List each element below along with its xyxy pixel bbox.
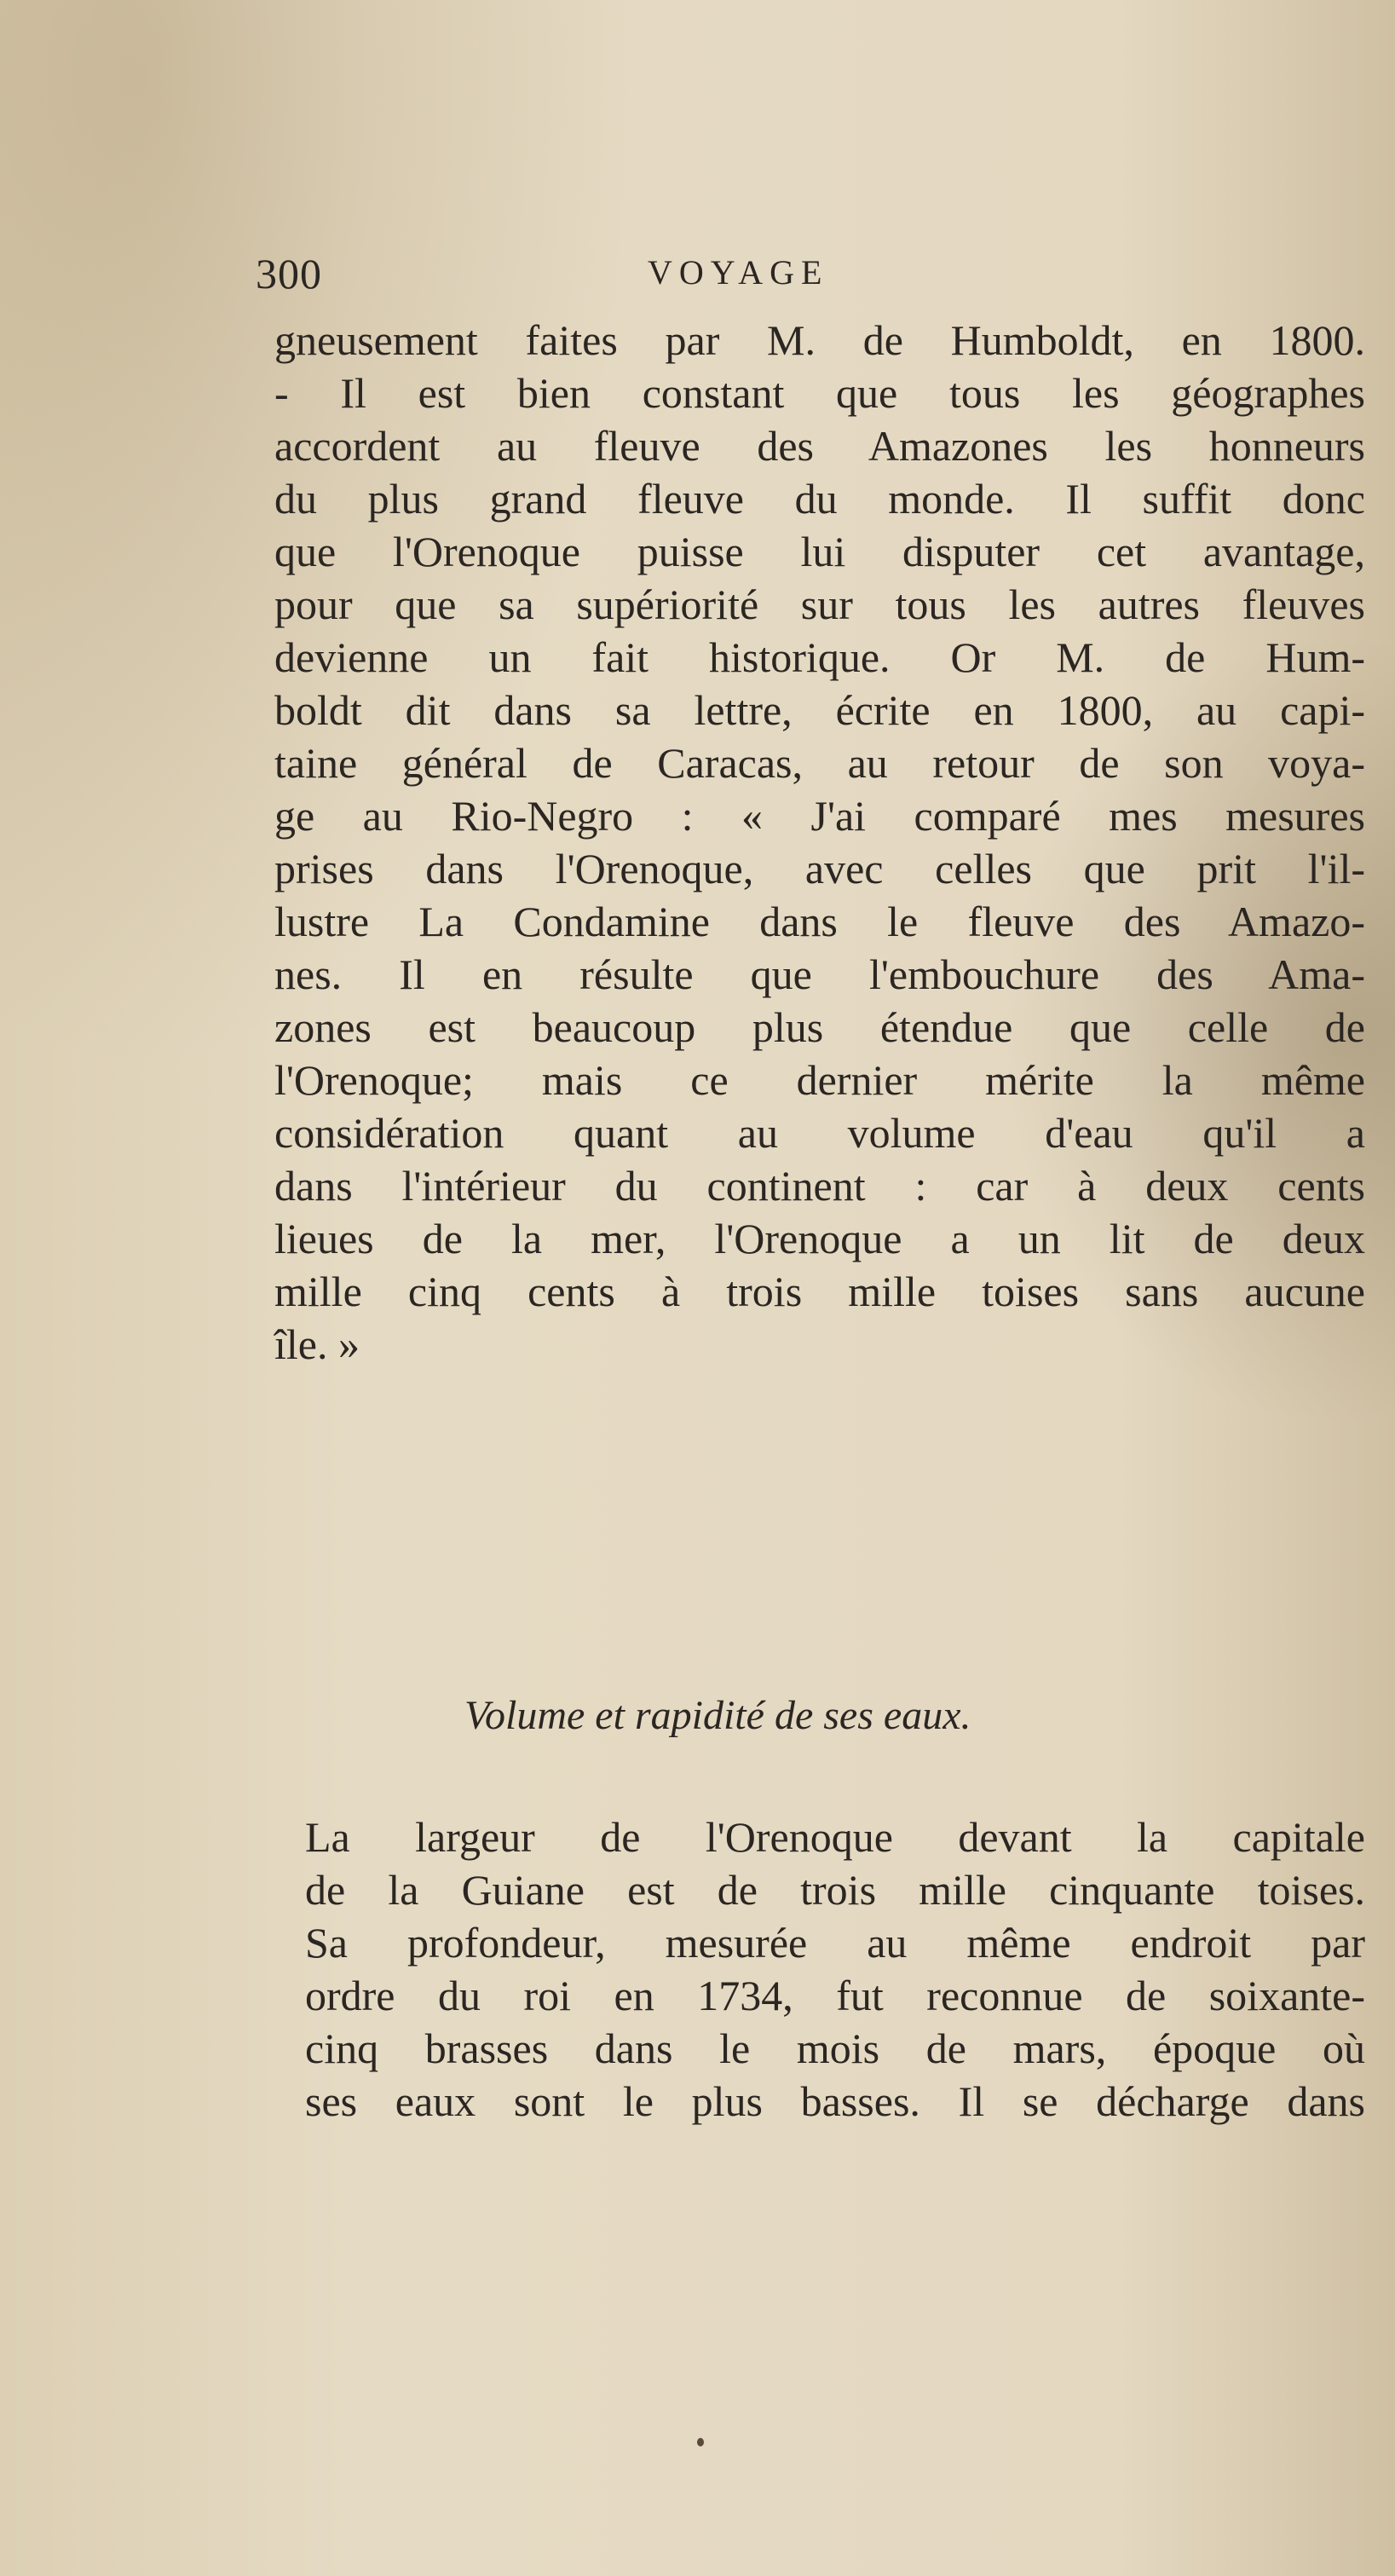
text-line: boldt dit dans sa lettre, écrite en 1800, au capi- xyxy=(274,686,1365,734)
paragraph-1 xyxy=(274,314,1365,1371)
running-title: VOYAGE xyxy=(648,253,829,292)
text-line: que l'Orenoque puisse lui disputer cet avantage, xyxy=(274,528,1365,575)
text-line: dans l'intérieur du continent : car à deux cents xyxy=(274,1162,1365,1210)
text-line: zones est beaucoup plus étendue que celle de xyxy=(274,1003,1365,1051)
text-line: l'Orenoque; mais ce dernier mérite la même xyxy=(274,1056,1365,1104)
text-line: taine général de Caracas, au retour de son voya- xyxy=(274,739,1365,787)
text-line: cinq brasses dans le mois de mars, époque où xyxy=(305,2024,1365,2072)
text-line: ge au Rio-Negro : « J'ai comparé mes mesures xyxy=(274,792,1365,840)
ink-fleck xyxy=(697,2438,704,2446)
page-header xyxy=(256,249,1159,300)
text-line: devienne un fait historique. Or M. de Hum- xyxy=(274,633,1365,681)
text-line: prises dans l'Orenoque, avec celles que prit l'il- xyxy=(274,845,1365,892)
text-line: - Il est bien constant que tous les géographes xyxy=(274,369,1365,417)
text-line: de la Guiane est de trois mille cinquante toises. xyxy=(305,1866,1365,1914)
text-line: ses eaux sont le plus basses. Il se décharge dans xyxy=(305,2077,1365,2125)
text-line: lustre La Condamine dans le fleuve des Amazo- xyxy=(274,898,1365,945)
paragraph-2 xyxy=(305,1811,1365,2128)
text-line: pour que sa supériorité sur tous les autres fleuves xyxy=(274,580,1365,628)
text-line: considération quant au volume d'eau qu'il a xyxy=(274,1109,1365,1157)
text-line: Sa profondeur, mesurée au même endroit par xyxy=(305,1919,1365,1967)
text-line: lieues de la mer, l'Orenoque a un lit de deux xyxy=(274,1215,1365,1262)
text-line: accordent au fleuve des Amazones les honneurs xyxy=(274,422,1365,470)
text-line: gneusement faites par M. de Humboldt, en 1800. xyxy=(274,316,1365,364)
text-line: nes. Il en résulte que l'embouchure des Ama- xyxy=(274,950,1365,998)
section-heading: Volume et rapidité de ses eaux. xyxy=(464,1693,971,1738)
text-line: mille cinq cents à trois mille toises sans aucune xyxy=(274,1268,1365,1315)
text-line-last: île. » xyxy=(274,1320,360,1368)
page-number: 300 xyxy=(256,250,322,297)
text-line: ordre du roi en 1734, fut reconnue de soixante- xyxy=(305,1972,1365,2019)
text-line: du plus grand fleuve du monde. Il suffit donc xyxy=(274,475,1365,523)
text-line: La largeur de l'Orenoque devant la capitale xyxy=(305,1813,1365,1861)
